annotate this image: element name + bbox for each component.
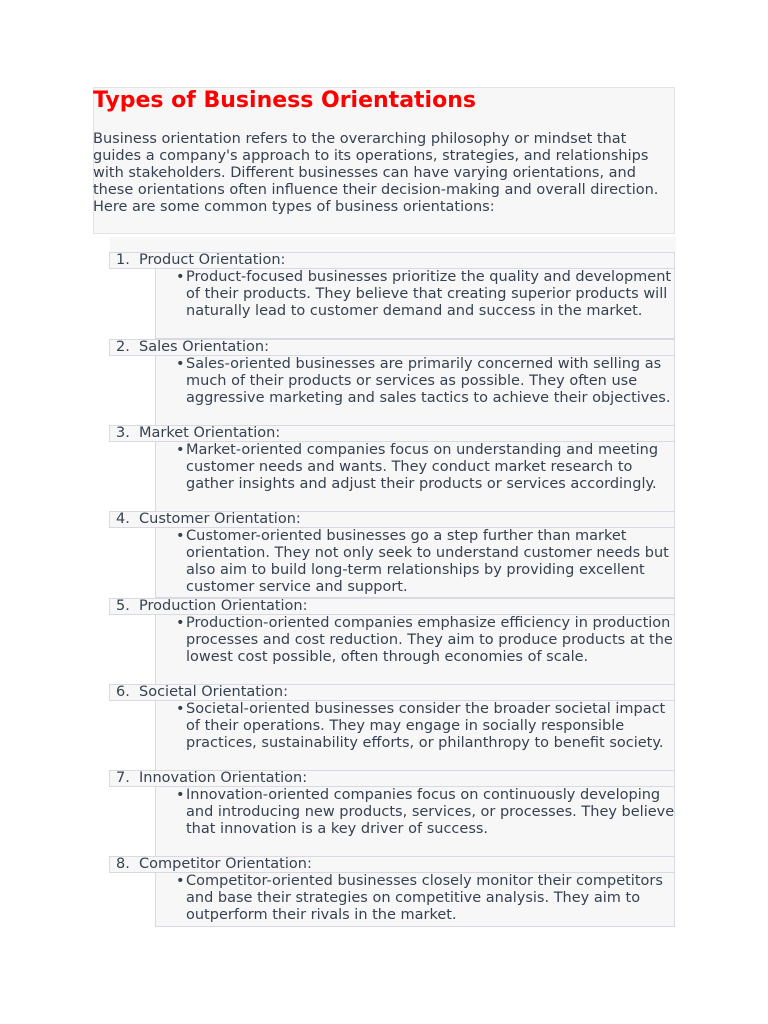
list-item-description: Competitor-oriented businesses closely monitor their competitors and base their strategies on competitive analysis. They aim to outperform their rivals in the market. bbox=[186, 873, 663, 923]
bullet-icon: • bbox=[176, 356, 185, 372]
list-item-label: Customer Orientation: bbox=[139, 511, 301, 527]
list-item-label: Sales Orientation: bbox=[139, 339, 269, 355]
list-item-description-box bbox=[155, 528, 675, 598]
list-item-label: Competitor Orientation: bbox=[139, 856, 312, 872]
list-item-label: Societal Orientation: bbox=[139, 684, 288, 700]
list-item-number: 1. bbox=[116, 252, 130, 268]
list-item-label: Production Orientation: bbox=[139, 598, 308, 614]
list-item-number: 2. bbox=[116, 339, 130, 355]
list-spacer bbox=[110, 237, 676, 252]
list-item-heading bbox=[109, 339, 675, 356]
list-item-description: Innovation-oriented companies focus on continuously developing and introducing new products, services, or processes. They believe that innovation is a key driver of success. bbox=[186, 787, 675, 837]
list-item-description: Customer-oriented businesses go a step further than market orientation. They not only seek to understand customer needs but also aim to build long-term relationships by providing excellent customer service and support. bbox=[186, 528, 669, 595]
list-item-heading bbox=[109, 252, 675, 269]
list-item-number: 6. bbox=[116, 684, 130, 700]
bullet-icon: • bbox=[176, 615, 185, 631]
bullet-icon: • bbox=[176, 701, 185, 717]
list-item-description: Product-focused businesses prioritize the quality and development of their products. They believe that creating superior products will naturally lead to customer demand and success in the market. bbox=[186, 269, 672, 319]
list-item-label: Innovation Orientation: bbox=[139, 770, 308, 786]
bullet-icon: • bbox=[176, 269, 185, 285]
list-item-description-box bbox=[155, 269, 675, 339]
list-item-description-box bbox=[155, 442, 675, 512]
list-item-number: 4. bbox=[116, 511, 130, 527]
list-item-description: Sales-oriented businesses are primarily concerned with selling as much of their products or services as possible. They often use aggressive marketing and sales tactics to achieve their objectives. bbox=[186, 356, 671, 406]
list-item-description: Production-oriented companies emphasize efficiency in production processes and cost reduction. They aim to produce products at the lowest cost possible, often through economies of scale. bbox=[186, 615, 673, 665]
list-item-description-box bbox=[155, 701, 675, 771]
list-item-number: 3. bbox=[116, 425, 130, 441]
bullet-icon: • bbox=[176, 442, 185, 458]
bullet-icon: • bbox=[176, 787, 185, 803]
list-item-description-box bbox=[155, 615, 675, 685]
list-item-description: Market-oriented companies focus on understanding and meeting customer needs and wants. They conduct market research to gather insights and adjust their products or services accordingly. bbox=[186, 442, 659, 492]
bullet-icon: • bbox=[176, 528, 185, 544]
list-item-description-box bbox=[155, 356, 675, 426]
list-item-heading bbox=[109, 511, 675, 528]
list-item-number: 8. bbox=[116, 856, 130, 872]
bullet-icon: • bbox=[176, 873, 185, 889]
intro-paragraph: Business orientation refers to the overarching philosophy or mindset that guides a company's approach to its operations, strategies, and relationships with stakeholders. Different businesses can have varying orientations, and these orientations often influence their decision-making and overall direction. Here are some common types of business orientations: bbox=[93, 131, 659, 215]
list-item-heading bbox=[109, 598, 675, 615]
list-item-heading bbox=[109, 425, 675, 442]
list-item-description-box bbox=[155, 787, 675, 857]
list-item-number: 5. bbox=[116, 598, 130, 614]
page-title: Types of Business Orientations bbox=[93, 88, 476, 113]
list-item-heading bbox=[109, 856, 675, 873]
list-item-label: Market Orientation: bbox=[139, 425, 281, 441]
list-item-description: Societal-oriented businesses consider the broader societal impact of their operations. They may engage in socially responsible practices, sustainability efforts, or philanthropy to benefit society. bbox=[186, 701, 666, 751]
list-item-number: 7. bbox=[116, 770, 130, 786]
list-item-label: Product Orientation: bbox=[139, 252, 286, 268]
list-item-heading bbox=[109, 684, 675, 701]
list-item-description-box bbox=[155, 873, 675, 927]
list-item-heading bbox=[109, 770, 675, 787]
